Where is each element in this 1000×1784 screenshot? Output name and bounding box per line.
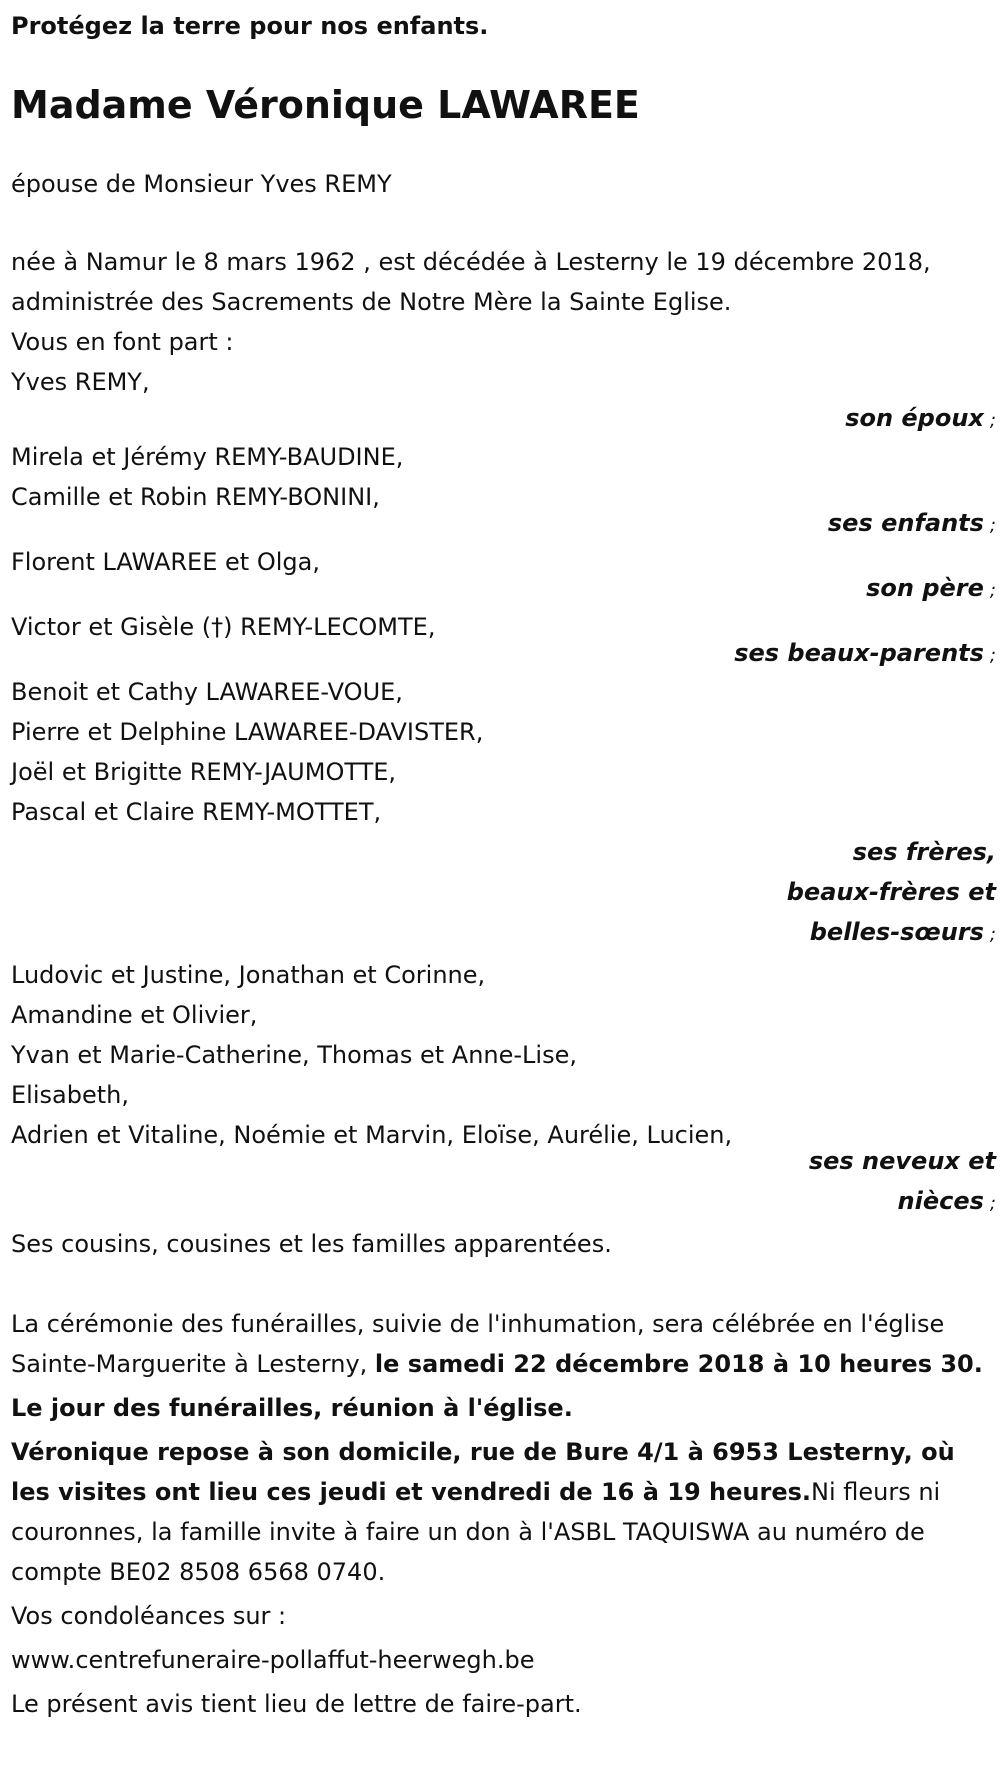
family-name: Camille et Robin REMY-BONINI, [11,483,380,511]
reunion-line: Le jour des funérailles, réunion à l'église. [11,1394,573,1422]
family-name: Mirela et Jérémy REMY-BAUDINE, [11,443,404,471]
family-group-spouse [11,362,996,441]
announce-line: Vous en font part : [11,328,234,356]
family-group-siblings [11,672,996,955]
family-name: Adrien et Vitaline, Noémie et Marvin, Eloïse, Aurélie, Lucien, [11,1121,733,1149]
relation-label: son époux ; [845,404,996,432]
family-name: Victor et Gisèle (†) REMY-LECOMTE, [11,613,436,641]
family-group-nephews [11,955,996,1224]
family-name: Joël et Brigitte REMY-JAUMOTTE, [11,758,397,786]
deceased-name: Madame Véronique LAWAREE [11,83,640,127]
spouse-line: épouse de Monsieur Yves REMY [11,170,392,198]
relation-label: ses neveux et nièces ; [808,1147,996,1215]
family-name: Ludovic et Justine, Jonathan et Corinne, [11,961,486,989]
family-group-father [11,542,996,611]
motto: Protégez la terre pour nos enfants. [11,12,489,40]
relation-label: ses enfants ; [827,509,996,537]
family-name: Pierre et Delphine LAWAREE-DAVISTER, [11,718,484,746]
family-group-in-laws [11,607,996,676]
family-name: Florent LAWAREE et Olga, [11,548,320,576]
family-name: Benoit et Cathy LAWAREE-VOUE, [11,678,403,706]
visit-text: Véronique repose à son domicile, rue de Bure 4/1 à 6953 Lesterny, où les visites ont lieu ces jeudi et vendredi de 16 à 19 heures.Ni fleurs ni couronnes, la famille invite à faire un don à l'ASBL TAQUISWA au numéro de compte BE02 8508 6568 0740. [11,1438,955,1586]
relation-label: son père ; [866,574,996,602]
relation-label: ses frères, beaux-frères et belles-sœurs ; [786,838,996,946]
family-group-children [11,437,996,546]
relation-label: ses beaux-parents ; [734,639,996,667]
relation-label-wrap [11,832,996,955]
birth-line: née à Namur le 8 mars 1962 , est décédée à Lesterny le 19 décembre 2018, administrée des Sacrements de Notre Mère la Sainte Eglise. [11,248,931,316]
website-link[interactable]: www.centrefuneraire-pollaffut-heerwegh.be [11,1646,535,1674]
family-name: Elisabeth, [11,1081,129,1109]
family-name: Amandine et Olivier, [11,1001,258,1029]
family-name: Pascal et Claire REMY-MOTTET, [11,798,382,826]
cousins-line: Ses cousins, cousines et les familles apparentées. [11,1230,612,1258]
closing-line: Le présent avis tient lieu de lettre de faire-part. [11,1690,582,1718]
obituary-content [11,6,996,1724]
family-name: Yves REMY, [11,368,150,396]
ceremony-text: La cérémonie des funérailles, suivie de l'inhumation, sera célébrée en l'église Sainte-Marguerite à Lesterny, le samedi 22 décembre 2018 à 10 heures 30. [11,1310,983,1378]
condolences-line: Vos condoléances sur : [11,1602,287,1630]
family-name: Yvan et Marie-Catherine, Thomas et Anne-Lise, [11,1041,577,1069]
